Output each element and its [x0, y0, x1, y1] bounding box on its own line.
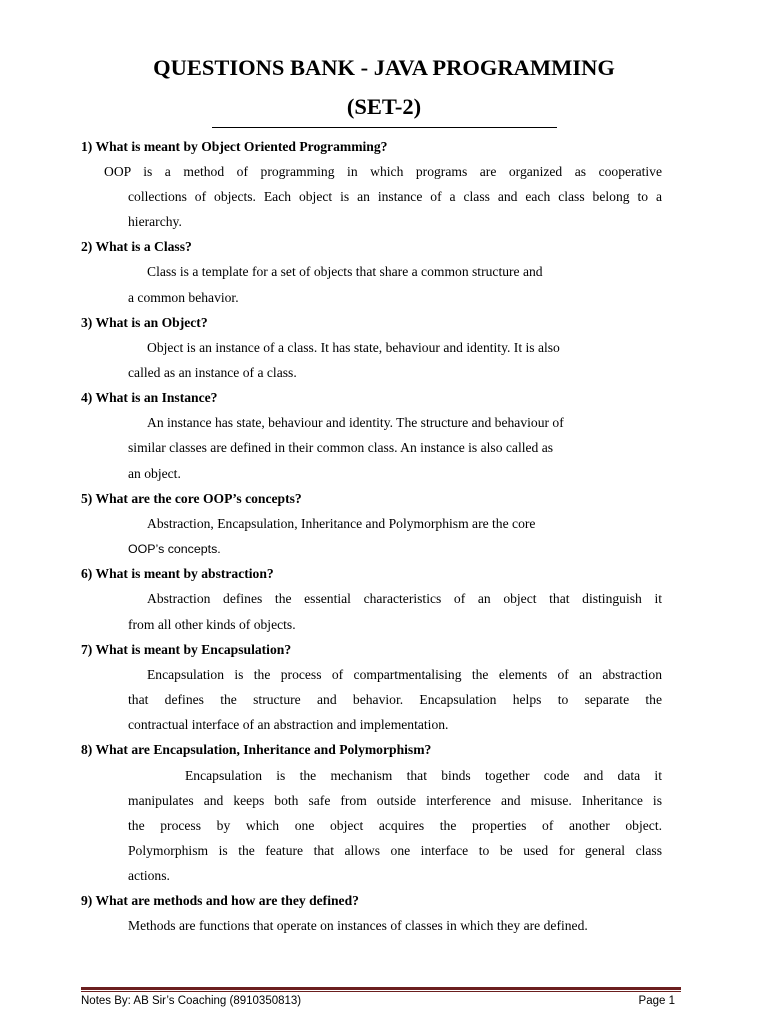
- answer-line: OOP is a method of programming in which programs are organized as cooperative: [104, 164, 662, 179]
- question-6: 6) What is meant by abstraction?: [81, 566, 274, 581]
- title-underline: [212, 127, 557, 128]
- footer-notes-by: Notes By: AB Sir’s Coaching (8910350813): [81, 995, 302, 1007]
- answer-line: An instance has state, behaviour and identity. The structure and behaviour of: [147, 415, 564, 430]
- answer-line: Polymorphism is the feature that allows one interface to be used for general class: [128, 843, 662, 858]
- answer-line: an object.: [128, 466, 181, 481]
- question-1: 1) What is meant by Object Oriented Programming?: [81, 139, 388, 154]
- answer-line: Class is a template for a set of objects that share a common structure and: [147, 264, 543, 279]
- answer-line: collections of objects. Each object is an instance of a class and each class belong to a: [128, 189, 662, 204]
- answer-line: similar classes are defined in their common class. An instance is also called as: [128, 440, 554, 455]
- question-2: 2) What is a Class?: [81, 239, 192, 254]
- answer-line: from all other kinds of objects.: [128, 617, 296, 632]
- answer-line: Abstraction, Encapsulation, Inheritance and Polymorphism are the core: [147, 516, 536, 531]
- answer-line: actions.: [128, 868, 170, 883]
- footer-rule: [81, 987, 681, 990]
- answer-line: called as an instance of a class.: [128, 365, 297, 380]
- answer-line: a common behavior.: [128, 290, 239, 305]
- document-subtitle: (SET-2): [346, 94, 422, 119]
- answer-line: OOP’s concepts.: [128, 542, 221, 556]
- answer-line: Encapsulation is the mechanism that binds together code and data it: [185, 768, 662, 783]
- question-7: 7) What is meant by Encapsulation?: [81, 642, 292, 657]
- document-title: QUESTIONS BANK - JAVA PROGRAMMING: [153, 55, 615, 80]
- answer-line: Encapsulation is the process of compartmentalising the elements of an abstraction: [147, 667, 662, 682]
- question-8: 8) What are Encapsulation, Inheritance and Polymorphism?: [81, 742, 432, 757]
- answer-line: that defines the structure and behavior. Encapsulation helps to separate the: [128, 692, 662, 707]
- answer-line: hierarchy.: [128, 214, 182, 229]
- footer-rule-thin: [81, 991, 681, 992]
- question-4: 4) What is an Instance?: [81, 390, 218, 405]
- page-number: Page 1: [638, 995, 675, 1007]
- answer-line: the process by which one object acquires the properties of another object.: [128, 818, 662, 833]
- answer-line: Abstraction defines the essential characteristics of an object that distinguish it: [147, 591, 662, 606]
- answer-line: Methods are functions that operate on instances of classes in which they are defined.: [128, 918, 588, 933]
- answer-line: Object is an instance of a class. It has state, behaviour and identity. It is also: [147, 340, 560, 355]
- question-9: 9) What are methods and how are they defined?: [81, 893, 359, 908]
- question-5: 5) What are the core OOP’s concepts?: [81, 491, 302, 506]
- answer-line: manipulates and keeps both safe from outside interference and misuse. Inheritance is: [128, 793, 662, 808]
- answer-line: contractual interface of an abstraction and implementation.: [128, 717, 449, 732]
- question-3: 3) What is an Object?: [81, 315, 208, 330]
